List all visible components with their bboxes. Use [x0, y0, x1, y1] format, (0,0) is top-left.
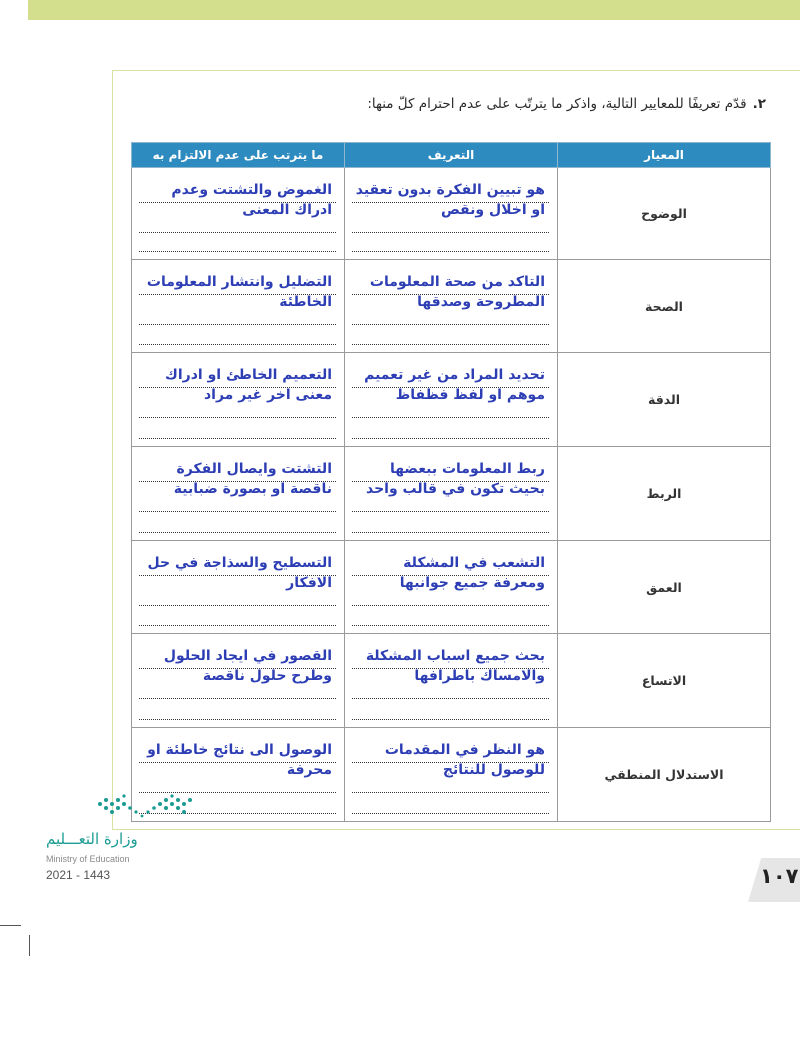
table-row [132, 634, 771, 728]
definition-answer: هو تبيين الفكرة بدون تعقيد او اخلال ونقص [355, 182, 545, 218]
answer-line [139, 417, 336, 418]
answer-line [352, 417, 549, 418]
consequence-answer: القصور في ايجاد الحلول وطرح حلول ناقصة [163, 648, 332, 684]
answer-line [139, 438, 336, 439]
logo-dots-icon [96, 794, 196, 830]
answer-line [352, 532, 549, 533]
header-criterion: المعيار [558, 143, 771, 168]
consequence-cell[interactable] [132, 168, 345, 260]
ministry-logo [46, 790, 196, 890]
table-row [132, 353, 771, 447]
criteria-table [131, 142, 771, 822]
table-row [132, 541, 771, 634]
consequence-answer: الوصول الى نتائج خاطئة او محرفة [147, 742, 332, 778]
consequence-cell[interactable] [132, 634, 345, 728]
answer-line [352, 511, 549, 512]
answer-line [352, 438, 549, 439]
answer-line [139, 232, 336, 233]
definition-cell[interactable] [345, 728, 558, 822]
answer-line [139, 532, 336, 533]
definition-cell[interactable] [345, 447, 558, 541]
logo-english-text: Ministry of Education [46, 854, 130, 864]
definition-answer: التاكد من صحة المعلومات المطروحة وصدقها [369, 274, 545, 310]
table-row [132, 728, 771, 822]
criterion-cell: الاتساع [558, 634, 771, 728]
consequence-cell[interactable] [132, 447, 345, 541]
definition-answer: بحث جميع اسباب المشكلة والامساك باطرافها [365, 648, 545, 684]
definition-answer: ربط المعلومات ببعضها بحيث تكون في قالب واحد [365, 461, 545, 497]
question-prompt [367, 96, 766, 112]
consequence-cell[interactable] [132, 541, 345, 634]
table-header-row [132, 143, 771, 168]
consequence-answer: الغموض والتشتت وعدم ادراك المعنى [171, 182, 332, 218]
question-number: ٢. [752, 96, 766, 112]
logo-arabic-text: وزارة التعـــليم [46, 830, 138, 848]
definition-answer: تحديد المراد من غير تعميم موهم او لفظ فظفاظ [364, 367, 545, 403]
answer-line [352, 719, 549, 720]
answer-line [139, 344, 336, 345]
answer-line [352, 251, 549, 252]
criterion-cell: الصحة [558, 260, 771, 353]
criterion-cell: الربط [558, 447, 771, 541]
answer-line [139, 625, 336, 626]
criterion-cell: الدقة [558, 353, 771, 447]
definition-answer: هو النظر في المقدمات للوصول للنتائج [384, 742, 545, 778]
consequence-cell[interactable] [132, 353, 345, 447]
definition-cell[interactable] [345, 634, 558, 728]
definition-cell[interactable] [345, 168, 558, 260]
answer-line [139, 511, 336, 512]
crop-mark-vertical [29, 935, 30, 956]
definition-cell[interactable] [345, 260, 558, 353]
answer-line [139, 698, 336, 699]
question-text: قدّم تعريفًا للمعايير التالية، واذكر ما يترتّب على عدم احترام كلّ منها: [367, 96, 747, 112]
answer-line [139, 605, 336, 606]
answer-line [352, 344, 549, 345]
consequence-cell[interactable] [132, 260, 345, 353]
consequence-answer: التعميم الخاطئ او ادراك معنى اخر غير مراد [165, 367, 332, 403]
criterion-cell: الاستدلال المنطقي [558, 728, 771, 822]
crop-mark-horizontal [0, 925, 21, 926]
table-row [132, 447, 771, 541]
criterion-cell: العمق [558, 541, 771, 634]
answer-line [352, 625, 549, 626]
definition-answer: التشعب في المشكلة ومعرفة جميع جوانبها [399, 555, 545, 591]
answer-line [352, 324, 549, 325]
header-definition: التعريف [345, 143, 558, 168]
answer-line [352, 232, 549, 233]
logo-year: 2021 - 1443 [46, 868, 111, 882]
answer-line [139, 719, 336, 720]
table-row [132, 168, 771, 260]
consequence-answer: التضليل وانتشار المعلومات الخاطئة [146, 274, 332, 310]
consequence-answer: التشتت وايصال الفكرة ناقصة او بصورة ضبابية [173, 461, 332, 497]
answer-line [352, 792, 549, 793]
answer-line [352, 698, 549, 699]
answer-line [352, 605, 549, 606]
top-color-band [28, 0, 800, 20]
answer-line [139, 251, 336, 252]
consequence-answer: التسطيح والسذاجة في حل الافكار [147, 555, 332, 591]
definition-cell[interactable] [345, 541, 558, 634]
answer-line [352, 813, 549, 814]
criterion-cell: الوضوح [558, 168, 771, 260]
header-consequence: ما يترتب على عدم الالتزام به [132, 143, 345, 168]
table-row [132, 260, 771, 353]
page-number: ١٠٧ [760, 864, 799, 888]
definition-cell[interactable] [345, 353, 558, 447]
answer-line [139, 324, 336, 325]
